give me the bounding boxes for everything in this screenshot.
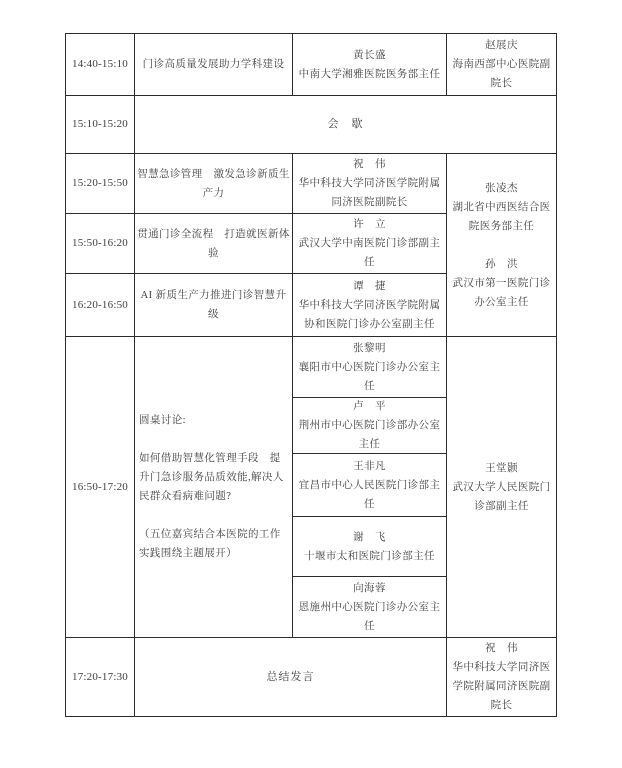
panelist-item bbox=[293, 454, 446, 517]
moderator-name: 孙 洪 bbox=[485, 258, 518, 270]
moderator-name: 赵展庆 bbox=[485, 40, 518, 51]
moderator-title: 华中科技大学同济医学院附属同济医院副院长 bbox=[452, 662, 551, 711]
time-cell: 16:20-16:50 bbox=[66, 274, 135, 337]
table-row bbox=[66, 154, 557, 214]
session-title-cell: 智慧急诊管理 激发急诊新质生产力 bbox=[135, 154, 293, 214]
moderator-cell bbox=[447, 34, 557, 96]
panelist-name: 王非凡 bbox=[353, 460, 386, 472]
panelist-item bbox=[293, 398, 446, 454]
panelist-title: 十堰市太和医院门诊部主任 bbox=[304, 550, 435, 562]
panelist-name: 谢 飞 bbox=[353, 531, 386, 543]
session-title-cell: 门诊高质量发展助力学科建设 bbox=[135, 34, 293, 96]
agenda-table bbox=[65, 33, 557, 717]
speaker-name: 祝 伟 bbox=[353, 159, 386, 170]
speaker-title: 华中科技大学同济医学院附属协和医院门诊办公室副主任 bbox=[298, 299, 441, 330]
moderator-name: 王堂颢 bbox=[485, 462, 518, 474]
speaker-name: 谭 捷 bbox=[353, 280, 386, 292]
break-cell: 会 歇 bbox=[135, 96, 557, 154]
panelist-name: 卢 平 bbox=[353, 401, 386, 412]
panelist-item bbox=[293, 337, 446, 398]
session-title-cell: 贯通门诊全流程 打造就医新体验 bbox=[135, 214, 293, 274]
spacer bbox=[452, 236, 551, 255]
speaker-cell bbox=[293, 274, 447, 337]
moderator-cell bbox=[447, 638, 557, 717]
time-cell: 15:50-16:20 bbox=[66, 214, 135, 274]
table-row bbox=[66, 96, 557, 154]
panelist-name: 向海蓉 bbox=[353, 582, 386, 594]
speaker-cell bbox=[293, 214, 447, 274]
moderator-title: 海南西部中心医院副院长 bbox=[452, 59, 551, 89]
panelist-title: 襄阳市中心医院门诊办公室主任 bbox=[298, 361, 441, 392]
speaker-title: 华中科技大学同济医学院附属同济医院副院长 bbox=[298, 178, 441, 208]
moderator-name: 张凌杰 bbox=[485, 182, 518, 194]
moderator-name: 祝 伟 bbox=[485, 643, 518, 654]
time-cell: 14:40-15:10 bbox=[66, 34, 135, 96]
table-row bbox=[66, 638, 557, 717]
panelist-title: 荆州市中心医院门诊部办公室主任 bbox=[298, 420, 441, 450]
time-cell: 15:10-15:20 bbox=[66, 96, 135, 154]
time-cell: 15:20-15:50 bbox=[66, 154, 135, 214]
panelists-cell bbox=[293, 337, 447, 638]
panelist-name: 张黎明 bbox=[353, 342, 386, 354]
moderator-cell bbox=[447, 337, 557, 638]
session-title-cell: AI 新质生产力推进门诊智慧升级 bbox=[135, 274, 293, 337]
speaker-cell bbox=[293, 34, 447, 96]
panelist-title: 宜昌市中心人民医院门诊部主任 bbox=[298, 479, 441, 510]
moderator-title: 武汉大学人民医院门诊部副主任 bbox=[452, 481, 551, 512]
moderator-title: 武汉市第一医院门诊办公室主任 bbox=[452, 277, 551, 308]
table-row bbox=[66, 337, 557, 638]
time-cell: 16:50-17:20 bbox=[66, 337, 135, 638]
roundtable-note: （五位嘉宾结合本医院的工作实践围绕主题展开） bbox=[139, 529, 281, 559]
table-row bbox=[66, 34, 557, 96]
speaker-title: 中南大学湘雅医院医务部主任 bbox=[298, 68, 441, 80]
speaker-title: 武汉大学中南医院门诊部副主任 bbox=[298, 238, 441, 268]
moderator-title: 湖北省中西医结合医院医务部主任 bbox=[452, 201, 551, 232]
panelist-item bbox=[293, 517, 446, 577]
time-cell: 17:20-17:30 bbox=[66, 638, 135, 717]
roundtable-question: 如何借助智慧化管理手段 提升门急诊服务品质效能,解决人民群众看病难问题? bbox=[139, 453, 284, 502]
speaker-name: 黄长盛 bbox=[353, 49, 386, 61]
moderator-cell bbox=[447, 154, 557, 337]
roundtable-topic-cell bbox=[135, 337, 293, 638]
summary-cell: 总结发言 bbox=[135, 638, 447, 717]
speaker-cell bbox=[293, 154, 447, 214]
roundtable-heading: 圆桌讨论: bbox=[139, 415, 186, 426]
panelist-item bbox=[293, 577, 446, 637]
speaker-name: 许 立 bbox=[353, 219, 386, 230]
panelist-title: 恩施州中心医院门诊办公室主任 bbox=[298, 601, 441, 632]
